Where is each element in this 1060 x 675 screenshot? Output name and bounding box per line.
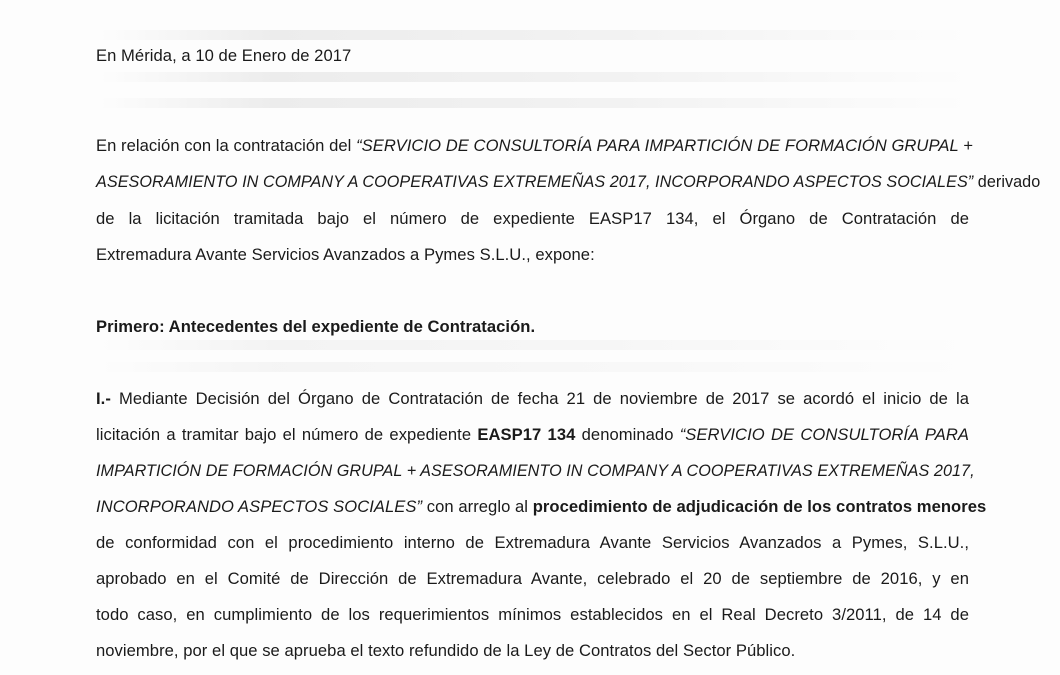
service-title: “SERVICIO DE CONSULTORÍA PARA IMPARTICIÓN DE FORMACIÓN GRUPAL + — [356, 136, 973, 155]
para-text: denominado — [575, 425, 680, 444]
intro-line-4: Extremadura Avante Servicios Avanzados a Pymes S.L.U., expone: — [96, 245, 595, 264]
intro-text: derivado — [973, 173, 1041, 191]
para1-line-5: de conformidad con el procedimiento interno de Extremadura Avante Servicios Avanzados a Pymes, S.L.U., — [96, 533, 969, 552]
scan-artifact — [100, 30, 970, 40]
scan-artifact — [100, 362, 970, 372]
para1-line-4 — [96, 497, 987, 517]
para1-line-7: todo caso, en cumplimiento de los requerimientos mínimos establecidos en el Real Decreto 3/2011, de 14 de — [96, 605, 969, 624]
expediente-number: EASP17 134 — [477, 425, 576, 444]
scan-artifact — [100, 98, 970, 108]
para1-line-8: noviembre, por el que se aprueba el texto refundido de la Ley de Contratos del Sector Público. — [96, 641, 796, 660]
scan-artifact — [100, 72, 970, 82]
para1-line-1 — [96, 389, 969, 409]
section-heading: Primero: Antecedentes del expediente de Contratación. — [96, 317, 536, 336]
intro-text: En relación con la contratación del — [96, 136, 357, 155]
service-title: INCORPORANDO ASPECTOS SOCIALES” — [96, 497, 423, 516]
intro-line-2 — [96, 172, 1041, 192]
service-title: “SERVICIO DE CONSULTORÍA PARA — [679, 425, 969, 444]
intro-line-3: de la licitación tramitada bajo el número de expediente EASP17 134, el Órgano de Contratación de — [96, 209, 969, 228]
intro-line-1 — [96, 136, 973, 156]
para1-line-2 — [96, 425, 969, 445]
para1-line-6: aprobado en el Comité de Dirección de Extremadura Avante, celebrado el 20 de septiembre de 2016, y en — [96, 569, 969, 588]
para-number: I.- — [96, 389, 111, 408]
para-text: con arreglo al — [422, 497, 533, 516]
scan-artifact — [100, 340, 970, 350]
para-text: licitación a tramitar bajo el número de expediente — [96, 425, 478, 444]
para-text: Mediante Decisión del Órgano de Contratación de fecha 21 de noviembre de 2017 se acordó el inicio de la — [110, 389, 969, 408]
date-line: En Mérida, a 10 de Enero de 2017 — [96, 46, 352, 65]
service-title: ASESORAMIENTO IN COMPANY A COOPERATIVAS EXTREMEÑAS 2017, INCORPORANDO ASPECTOS SOCIALES” — [96, 173, 974, 191]
para1-line-3: IMPARTICIÓN DE FORMACIÓN GRUPAL + ASESORAMIENTO IN COMPANY A COOPERATIVAS EXTREMEÑAS 2017, — [96, 462, 975, 480]
procedure-name: procedimiento de adjudicación de los contratos menores — [532, 497, 987, 516]
